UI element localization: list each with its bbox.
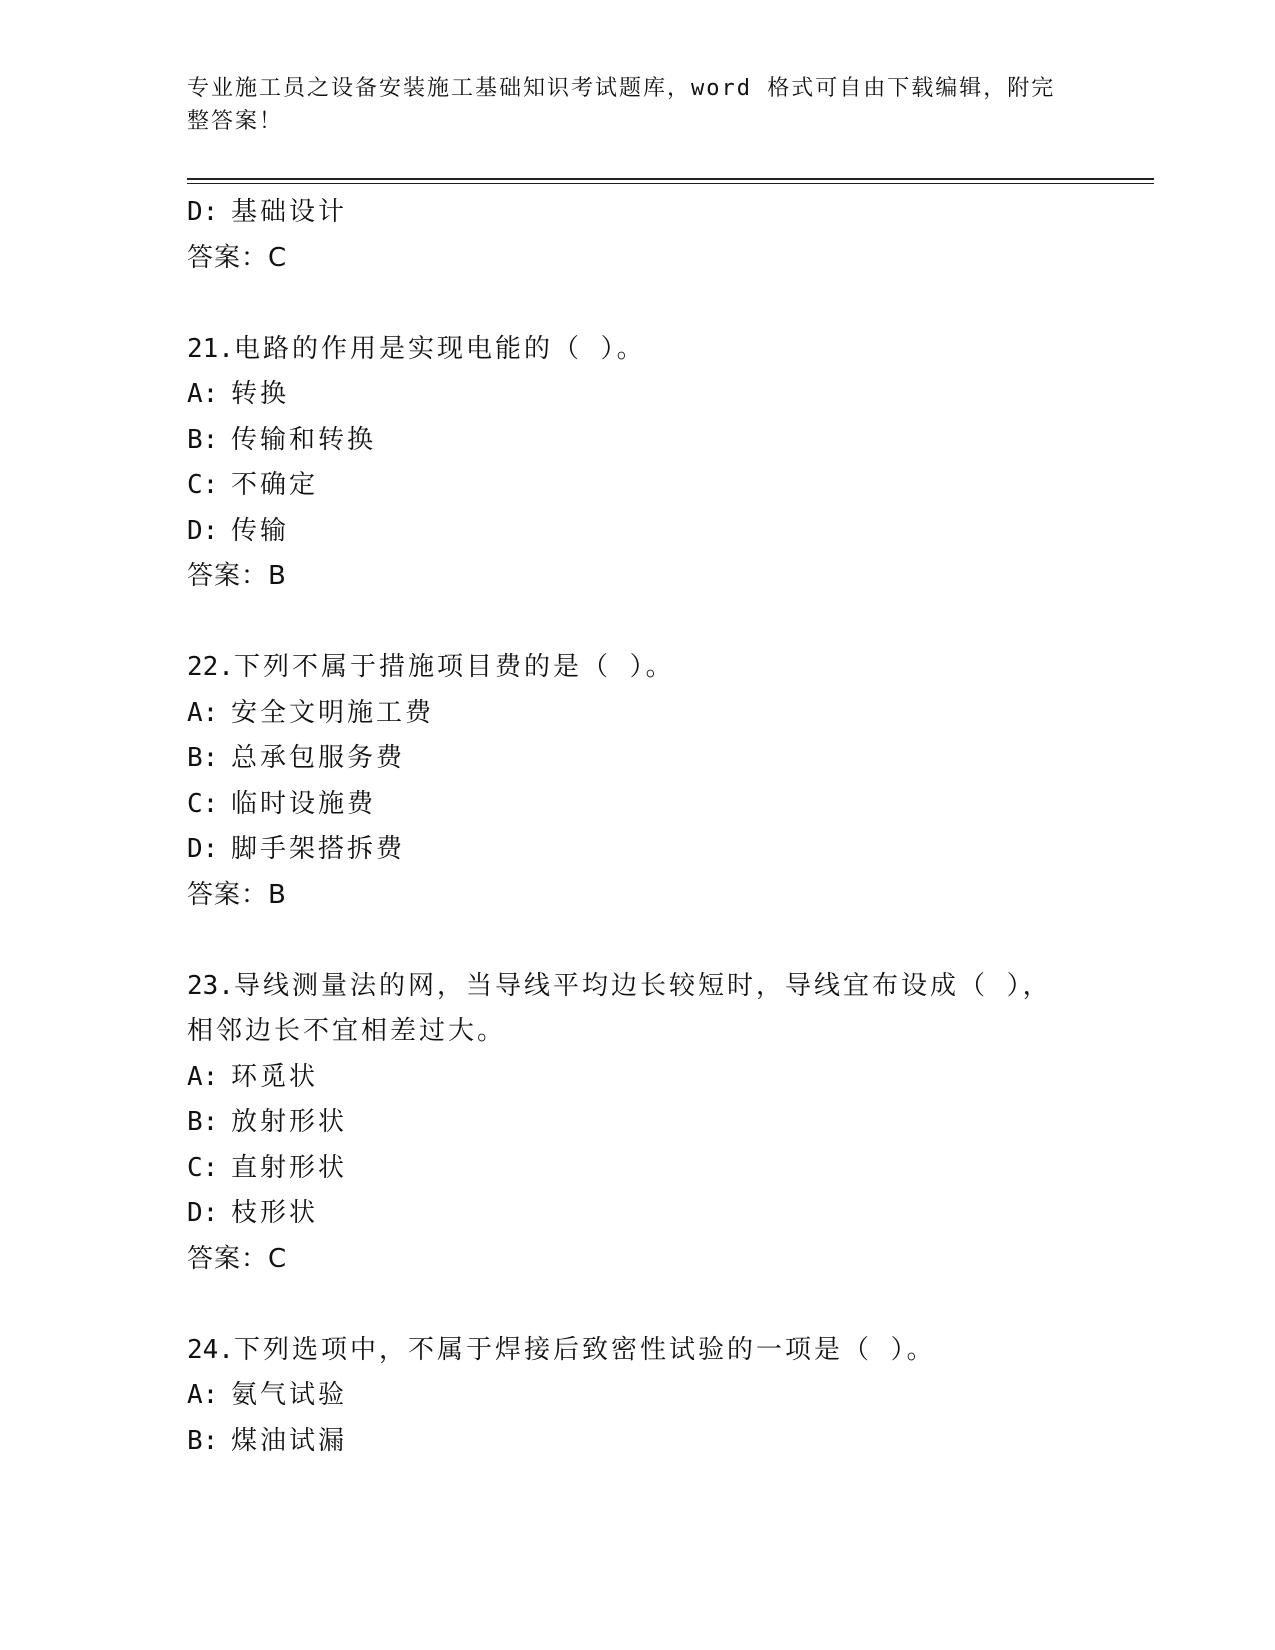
question-number: 21. — [187, 333, 234, 364]
option-text: 放射形状 — [231, 1107, 348, 1137]
option-text: 不确定 — [231, 470, 319, 500]
spacer — [187, 1282, 1147, 1328]
spacer — [187, 600, 1147, 646]
option-b — [187, 736, 1147, 782]
option-b — [187, 418, 1147, 464]
option-text: 传输和转换 — [231, 424, 377, 455]
option-letter: A: — [187, 1380, 219, 1410]
question-number: 23. — [187, 970, 234, 1001]
question-number: 22. — [187, 652, 234, 682]
option-letter: D: — [187, 1198, 219, 1228]
question-text: 导线测量法的网，当导线平均边长较短时，导线宜布设成（ ）， — [233, 970, 1052, 1001]
header-line-2: 整答案！ — [187, 109, 284, 134]
option-a — [187, 691, 1147, 737]
header-line-1: 专业施工员之设备安装施工基础知识考试题库，word 格式可自由下载编辑，附完 — [187, 76, 1056, 101]
option-text: 基础设计 — [231, 197, 348, 227]
option-text: 氨气试验 — [231, 1380, 348, 1410]
option-letter: A: — [187, 379, 219, 409]
option-text: 环觅状 — [231, 1061, 319, 1092]
option-c — [187, 1146, 1147, 1192]
option-text: 临时设施费 — [231, 788, 377, 819]
question-list — [187, 190, 1147, 1464]
option-letter: D: — [187, 197, 219, 227]
spacer — [187, 281, 1147, 327]
option-letter: B: — [187, 1107, 219, 1137]
option-text: 安全文明施工费 — [231, 697, 435, 728]
option-a — [187, 1055, 1147, 1101]
option-letter: B: — [187, 1425, 219, 1456]
question-stem — [187, 645, 1147, 691]
option-letter: C: — [187, 1152, 219, 1183]
answer-line: 答案：C — [187, 242, 288, 273]
option-d — [187, 509, 1147, 555]
answer-line: 答案：B — [187, 879, 287, 910]
question-stem — [187, 964, 1147, 1010]
answer-line: 答案：B — [187, 561, 287, 591]
option-text: 总承包服务费 — [231, 743, 406, 773]
document-header — [187, 72, 1067, 138]
question-text: 电路的作用是实现电能的（ ）。 — [233, 333, 646, 364]
question-text: 下列不属于措施项目费的是（ ）。 — [233, 652, 675, 682]
option-text: 传输 — [231, 515, 290, 546]
option-letter: C: — [187, 788, 219, 819]
option-text: 枝形状 — [231, 1198, 319, 1228]
spacer — [187, 918, 1147, 964]
option-c — [187, 463, 1147, 509]
question-stem-continued: 相邻边长不宜相差过大。 — [187, 1016, 507, 1046]
question-text: 下列选项中，不属于焊接后致密性试验的一项是（ ）。 — [233, 1334, 936, 1365]
option-c — [187, 782, 1147, 828]
option-letter: D: — [187, 834, 219, 864]
option-letter: A: — [187, 1061, 219, 1092]
option-text: 脚手架搭拆费 — [231, 834, 406, 864]
option-b — [187, 1100, 1147, 1146]
question-stem — [187, 327, 1147, 373]
option-letter: A: — [187, 697, 219, 728]
option-a — [187, 1373, 1147, 1419]
answer-line: 答案：C — [187, 1243, 288, 1274]
option-text: 转换 — [231, 379, 290, 409]
option-b — [187, 1419, 1147, 1465]
question-stem — [187, 1328, 1147, 1374]
header-divider-thick — [187, 178, 1154, 180]
option-a — [187, 372, 1147, 418]
option-d — [187, 190, 1147, 236]
option-letter: D: — [187, 515, 219, 546]
option-letter: C: — [187, 470, 219, 500]
option-d — [187, 1191, 1147, 1237]
question-number: 24. — [187, 1334, 234, 1365]
option-letter: B: — [187, 424, 219, 455]
option-d — [187, 827, 1147, 873]
option-letter: B: — [187, 743, 219, 773]
option-text: 煤油试漏 — [231, 1425, 348, 1456]
header-divider-thin — [187, 183, 1154, 184]
option-text: 直射形状 — [231, 1152, 348, 1183]
